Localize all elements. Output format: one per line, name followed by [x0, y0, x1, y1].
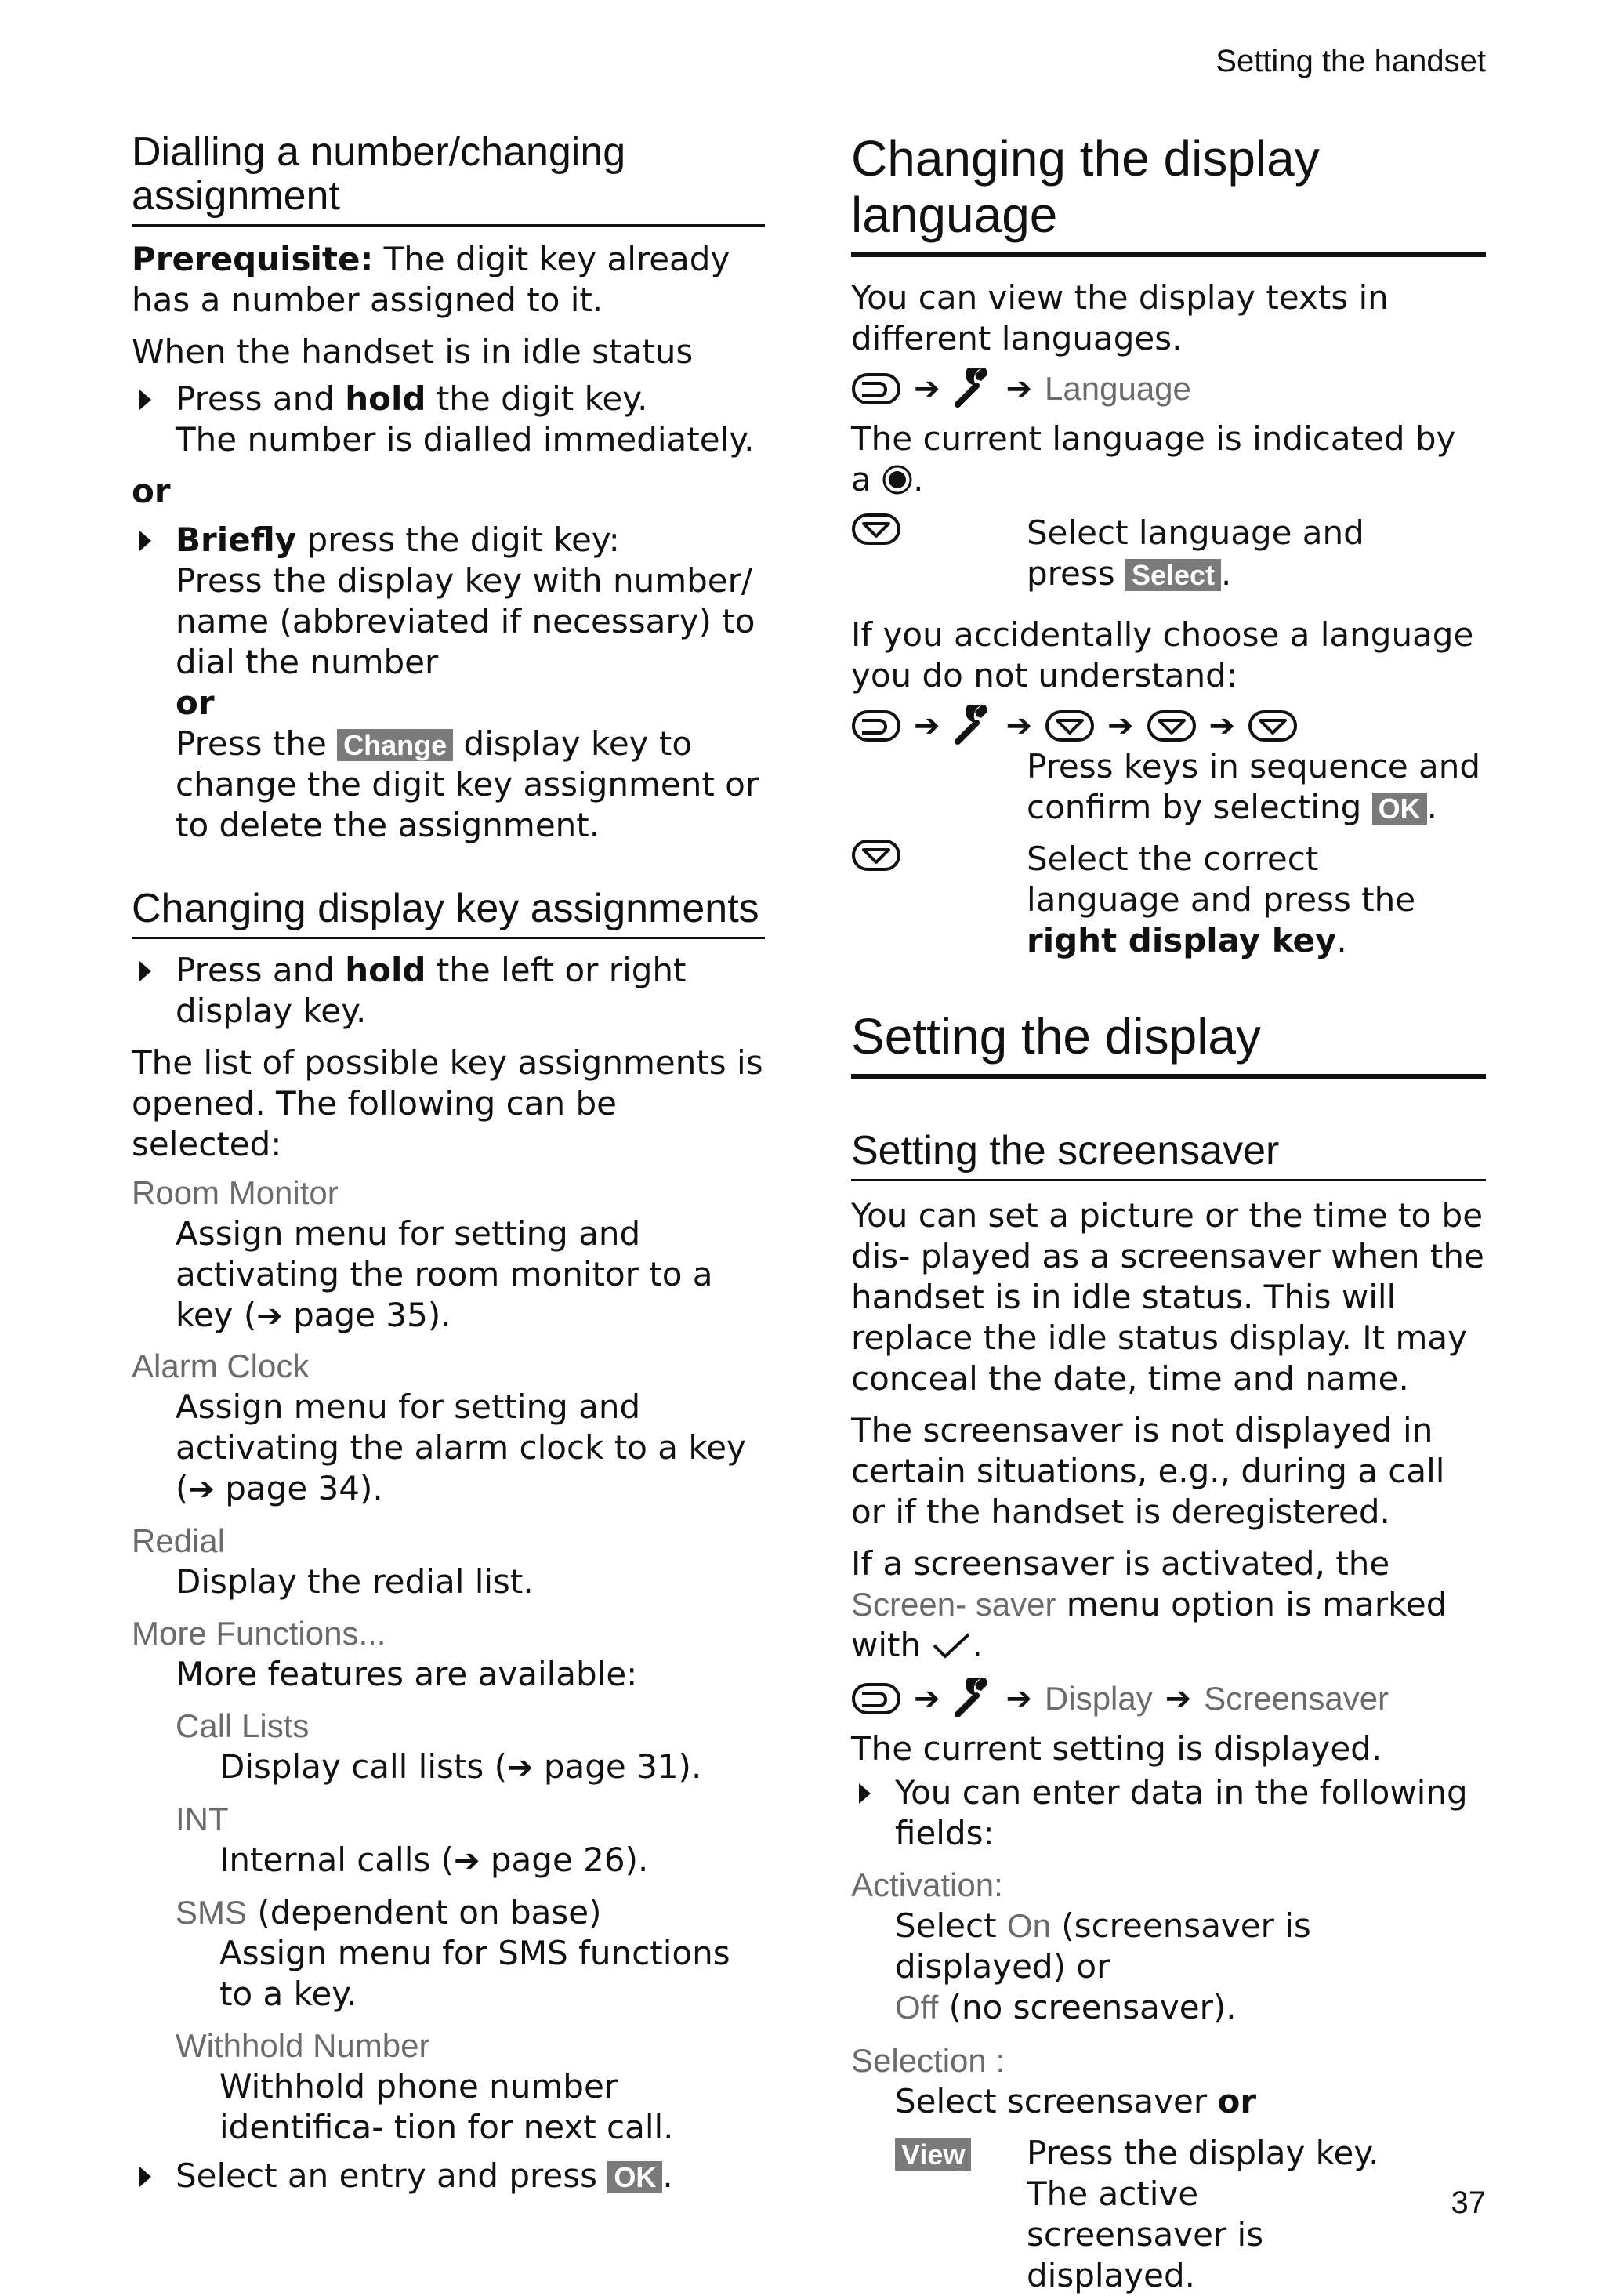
activation-desc: [851, 1906, 1486, 2028]
menu-option-screensaver: Screen- saver: [851, 1586, 1056, 1623]
text: If a screensaver is activated, the: [851, 1544, 1390, 1583]
text: Press the: [176, 724, 338, 763]
text: You can enter data in the following fields:: [895, 1773, 1468, 1852]
nav-down-icon: [1045, 709, 1095, 742]
int-desc: [132, 1840, 765, 1881]
text: Select screensaver: [895, 2082, 1218, 2120]
view-display-key: View: [895, 2138, 971, 2171]
current-setting-text: The current setting is displayed.: [851, 1729, 1382, 1768]
text: Press and: [176, 951, 346, 989]
or-text: or: [176, 684, 215, 722]
redial-desc: Display the redial list.: [176, 1562, 534, 1601]
reset-key-sequence: [851, 705, 1486, 746]
section-title-screensaver: Setting the screensaver: [851, 1129, 1486, 1181]
page-ref: page 34).: [214, 1469, 383, 1507]
arrow-right-icon: ➔: [914, 1681, 940, 1717]
nav-down-icon: [1147, 709, 1197, 742]
text: Display call lists (: [219, 1747, 507, 1786]
arrow-right-icon: ➔: [454, 1843, 480, 1879]
alarm-clock-label: Alarm Clock: [132, 1347, 310, 1384]
more-functions-label: More Functions...: [132, 1615, 386, 1652]
wrench-icon: [953, 705, 994, 746]
arrow-right-icon: ➔: [507, 1750, 534, 1786]
idle-status-text: When the handset is in idle status: [132, 332, 694, 371]
screensaver-menu-path: [851, 1678, 1486, 1719]
arrow-right-icon: ➔: [1005, 1681, 1033, 1717]
screensaver-p2: The screensaver is not displayed in certain situations, e.g., during a call or if the handset is deregistered.: [851, 1411, 1445, 1531]
option-off: Off: [895, 1989, 939, 2026]
selection-label: Selection :: [851, 2042, 1005, 2079]
page-number: 37: [1451, 2185, 1486, 2220]
text: Press the display key with number/ name (abbreviated if necessary) to dial the number: [176, 561, 755, 681]
bullet-press-hold-display-key: [132, 950, 765, 1032]
text: Assign menu for setting and activating the room monitor to a key (: [176, 1214, 713, 1334]
nav-key-cell: [851, 839, 1027, 961]
text: The active screensaver is displayed.: [1027, 2174, 1264, 2294]
language-intro: You can view the display texts in different languages.: [851, 278, 1389, 357]
select-correct-language-text: [1027, 839, 1466, 961]
page-ref: page 35).: [282, 1296, 451, 1334]
bold-text: hold: [345, 379, 426, 418]
sms-label-row: [132, 1892, 765, 1933]
section-title-display: Setting the display: [851, 1008, 1486, 1079]
menu-key-icon: [851, 372, 901, 405]
text: The number is dialled immediately.: [176, 420, 755, 459]
activation-label: Activation:: [851, 1866, 1003, 1903]
withhold-desc: Withhold phone number identifica- tion for next call.: [219, 2067, 674, 2146]
prerequisite: [132, 239, 765, 321]
alarm-clock-desc: [132, 1387, 765, 1510]
text: .: [1336, 921, 1347, 959]
option-on: On: [1006, 1907, 1051, 1944]
text: .: [662, 2156, 673, 2195]
arrow-right-icon: ➔: [1165, 1681, 1192, 1717]
arrow-right-icon: ➔: [1005, 371, 1033, 407]
redial-label: Redial: [132, 1522, 226, 1559]
text: press the digit key:: [296, 520, 620, 559]
sequence-text: [851, 746, 1486, 828]
text: (screensaver is displayed) or: [895, 1906, 1311, 1986]
text: The current language is indicated by a: [851, 419, 1456, 499]
ok-display-key: OK: [1372, 793, 1427, 825]
or-text: or: [132, 472, 171, 510]
running-header: Setting the handset: [1216, 44, 1486, 78]
withhold-label: Withhold Number: [176, 2027, 430, 2064]
text: .: [1221, 554, 1232, 593]
bullet-enter-data: [851, 1772, 1486, 1854]
int-label: INT: [176, 1801, 229, 1837]
text: the left or right display key.: [176, 951, 687, 1030]
arrow-right-icon: ➔: [914, 371, 940, 407]
bullet-briefly: [132, 520, 765, 846]
select-correct-language-row: [851, 839, 1486, 961]
text: the digit key.: [426, 379, 648, 418]
text: Select the correct language and press the: [1027, 840, 1416, 919]
text: menu option is marked with: [851, 1585, 1447, 1664]
text: Press keys in sequence and confirm by selecting: [1027, 747, 1481, 826]
text: (no screensaver).: [938, 1988, 1237, 2026]
more-functions-desc: More features are available:: [176, 1655, 638, 1693]
arrow-right-icon: ➔: [256, 1298, 283, 1334]
text: .: [972, 1626, 983, 1664]
prerequisite-label: Prerequisite:: [132, 240, 374, 278]
arrow-right-icon: ➔: [914, 708, 940, 744]
ok-display-key: OK: [607, 2161, 662, 2193]
text: Select language and: [1027, 513, 1364, 552]
text: (dependent on base): [247, 1893, 602, 1931]
language-menu-path: [851, 368, 1486, 409]
menu-item-screensaver: Screensaver: [1204, 1680, 1389, 1717]
sms-label: SMS: [176, 1894, 248, 1931]
text: .: [1426, 788, 1437, 826]
radio-selected-icon: [882, 464, 913, 505]
page-ref: page 26).: [480, 1841, 649, 1879]
call-lists-label: Call Lists: [176, 1707, 310, 1744]
page-ref: page 31).: [533, 1747, 702, 1786]
bold-text: hold: [345, 951, 426, 989]
text: Select: [895, 1906, 1007, 1945]
arrow-right-icon: ➔: [1005, 708, 1033, 744]
menu-key-icon: [851, 1682, 901, 1715]
call-lists-desc: [132, 1746, 765, 1788]
select-language-row: [851, 513, 1486, 594]
bold-text: right display key: [1027, 921, 1337, 959]
arrow-right-icon: ➔: [1208, 708, 1236, 744]
section-title-dialling: Dialling a number/changing assignment: [132, 130, 765, 227]
menu-item-display: Display: [1045, 1680, 1153, 1717]
arrow-right-icon: ➔: [1107, 708, 1134, 744]
text: press: [1027, 554, 1125, 593]
left-column: [132, 130, 765, 2196]
text: display key to change the digit key assignment or to delete the assignment.: [176, 724, 759, 844]
text: Press and: [176, 379, 346, 418]
screensaver-p3: [851, 1543, 1486, 1669]
selection-desc: [851, 2081, 1486, 2122]
menu-key-icon: [851, 709, 901, 742]
select-display-key: Select: [1125, 559, 1221, 591]
right-column: [851, 130, 1486, 2296]
select-language-text: [1027, 513, 1364, 594]
text: Assign menu for setting and activating the alarm clock to a key (: [176, 1387, 746, 1507]
accident-text: If you accidentally choose a language you do not understand:: [851, 615, 1474, 695]
arrow-right-icon: ➔: [188, 1471, 215, 1507]
nav-down-icon: [1248, 709, 1298, 742]
nav-key-cell: [851, 513, 1027, 594]
wrench-icon: [953, 368, 994, 409]
prerequisite-text: The digit key already has a number assigned to it.: [132, 240, 730, 319]
nav-down-icon: [851, 839, 901, 872]
nav-down-icon: [851, 513, 901, 546]
room-monitor-label: Room Monitor: [132, 1174, 339, 1211]
section-title-language: Changing the display language: [851, 130, 1486, 257]
text: Select an entry and press: [176, 2156, 608, 2195]
text: Internal calls (: [219, 1841, 455, 1879]
bullet-select-entry: [132, 2156, 765, 2196]
view-key-row: [851, 2133, 1486, 2296]
text: Press the display key.: [1027, 2134, 1379, 2172]
view-key-text: [1027, 2133, 1403, 2296]
checkmark-icon: [931, 1628, 972, 1669]
change-display-key: Change: [337, 729, 453, 761]
current-language-text: The current language is indicated by a .: [851, 419, 1486, 505]
bullet-press-hold: [132, 379, 765, 460]
wrench-icon: [953, 1678, 994, 1719]
room-monitor-desc: [132, 1213, 765, 1337]
list-intro: The list of possible key assignments is opened. The following can be selected:: [132, 1043, 763, 1163]
bold-text: Briefly: [176, 520, 297, 559]
sms-desc: Assign menu for SMS functions to a key.: [219, 1934, 730, 2013]
view-key-cell: [895, 2133, 1027, 2296]
menu-item-language: Language: [1045, 370, 1191, 407]
screensaver-p1: You can set a picture or the time to be dis- played as a screensaver when the handset is in idle status. This will replace the idle status display. It may conceal the date, time and name.: [851, 1196, 1484, 1398]
bold-text: or: [1217, 2082, 1257, 2120]
section-title-display-keys: Changing display key assignments: [132, 887, 765, 939]
